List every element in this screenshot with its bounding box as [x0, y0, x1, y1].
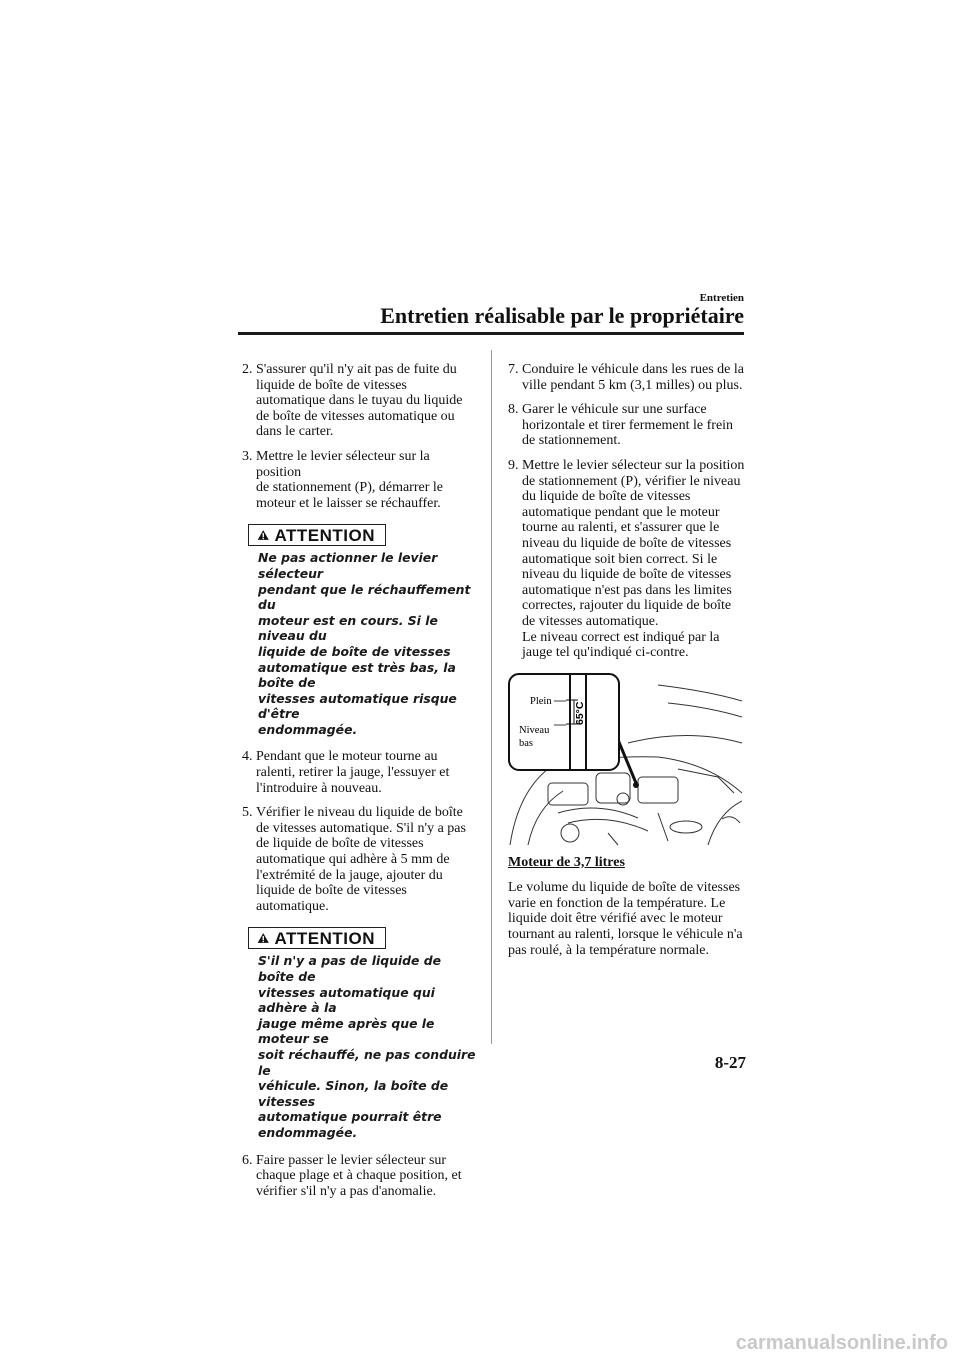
step-number: 4.	[242, 749, 253, 765]
paragraph-line: pas roulé, à la température normale.	[508, 942, 709, 958]
step-line: horizontale et tirer fermement le frein	[522, 417, 734, 433]
step-7	[508, 362, 746, 393]
step-line: Le niveau correct est indiqué par la	[522, 629, 720, 645]
attention-line: moteur est en cours. Si le niveau du	[258, 612, 438, 644]
step-number: 9.	[508, 457, 519, 473]
column-divider	[491, 350, 492, 1044]
paragraph-line: Le volume du liquide de boîte de vitesses	[508, 880, 741, 896]
step-line: de stationnement (P), démarrer le	[256, 480, 443, 496]
attention-label: ATTENTION	[274, 525, 375, 545]
step-line: Conduire le véhicule dans les rues de la	[522, 362, 744, 377]
watermark: carmanualsonline.info	[735, 1332, 948, 1354]
step-5	[242, 805, 478, 914]
step-3	[242, 449, 478, 511]
step-line: Mettre le levier sélecteur sur la position	[256, 448, 430, 480]
dipstick-figure	[508, 673, 742, 847]
paragraph-line: varie en fonction de la température. Le	[508, 895, 726, 911]
step-9	[508, 458, 746, 661]
step-number: 3.	[242, 448, 253, 464]
attention-text	[242, 953, 478, 1140]
page-title: Entretien réalisable par le propriétaire	[380, 303, 744, 328]
figure-label-low: Niveau	[519, 724, 550, 736]
attention-line: endommagée.	[258, 721, 358, 737]
attention-line: jauge même après que le moteur se	[258, 1015, 435, 1047]
page-number: 8-27	[714, 1053, 746, 1072]
figure-label-low-2: bas	[519, 737, 533, 749]
attention-line: liquide de boîte de vitesses	[258, 643, 451, 659]
step-number: 2.	[242, 362, 253, 377]
step-line: Pendant que le moteur tourne au	[256, 749, 438, 765]
warning-triangle-icon	[257, 527, 269, 543]
step-line: niveau du liquide de boîte de vitesses	[522, 535, 732, 551]
step-number: 6.	[242, 1152, 253, 1168]
figure-label-full: Plein	[530, 695, 552, 707]
attention-line: automatique est très bas, la boîte de	[258, 659, 456, 691]
attention-badge	[248, 927, 386, 949]
step-line: automatique qui adhère à 5 mm de	[256, 852, 450, 868]
step-line: de stationnement.	[522, 433, 621, 449]
figure-caption: Moteur de 3,7 litres	[508, 854, 625, 870]
step-line: de vitesses automatique. S'il n'y a pas	[256, 820, 466, 836]
step-line: de liquide de boîte de vitesses	[256, 836, 424, 852]
step-line: de boîte de vitesses automatique ou	[256, 408, 455, 424]
step-line: dans le carter.	[256, 424, 334, 440]
step-number: 5.	[242, 805, 253, 821]
header-rule	[238, 332, 744, 335]
step-line: Mettre le levier sélecteur sur la position	[522, 457, 745, 473]
attention-label: ATTENTION	[274, 928, 375, 948]
step-line: Vérifier le niveau du liquide de boîte	[256, 805, 463, 821]
step-4	[242, 749, 478, 796]
step-line: Faire passer le levier sélecteur sur	[256, 1152, 447, 1168]
step-line: l'extrémité de la jauge, ajouter du	[256, 867, 443, 883]
attention-line: automatique pourrait être	[258, 1109, 442, 1125]
attention-line: vitesses automatique risque d'être	[258, 690, 457, 722]
step-line: de vitesses automatique.	[522, 613, 659, 629]
step-line: automatique soit bien correct. Si le	[522, 551, 718, 567]
step-number: 8.	[508, 402, 519, 418]
step-line: moteur et le laisser se réchauffer.	[256, 495, 441, 511]
step-line: chaque plage et à chaque position, et	[256, 1168, 462, 1184]
step-line: automatique n'est pas dans les limites	[522, 582, 732, 598]
figure-temperature-label: 65°C	[574, 701, 586, 725]
attention-line: véhicule. Sinon, la boîte de vitesses	[258, 1078, 449, 1109]
step-line: jauge tel qu'indiqué ci-contre.	[522, 645, 689, 661]
paragraph-line: tournant au ralenti, lorsque le véhicule n'a	[508, 927, 743, 943]
attention-line: vitesses automatique qui adhère à la	[258, 984, 435, 1016]
step-line: S'assurer qu'il n'y ait pas de fuite du	[256, 362, 457, 377]
step-line: liquide de boîte de vitesses	[256, 883, 407, 899]
step-line: ralenti, retirer la jauge, l'essuyer et	[256, 765, 450, 781]
attention-text	[242, 550, 478, 737]
step-line: tourne au ralenti, et s'assurer que le	[522, 520, 720, 536]
step-line: du liquide de boîte de vitesses	[522, 489, 691, 505]
attention-line: endommagée.	[258, 1124, 358, 1140]
warning-triangle-icon	[257, 930, 269, 946]
section-label: Entretien	[699, 292, 744, 304]
step-line: ville pendant 5 km (3,1 milles) ou plus.	[522, 377, 743, 393]
left-column	[242, 362, 478, 1208]
step-line: de stationnement (P), vérifier le niveau	[522, 473, 741, 489]
attention-line: pendant que le réchauffement du	[258, 581, 471, 613]
step-line: l'introduire à nouveau.	[256, 780, 382, 796]
step-2	[242, 362, 478, 440]
paragraph	[508, 880, 746, 958]
step-6	[242, 1153, 478, 1200]
attention-line: S'il n'y a pas de liquide de boîte de	[258, 953, 442, 984]
step-line: automatique.	[256, 898, 329, 914]
attention-line: Ne pas actionner le levier sélecteur	[258, 550, 438, 581]
right-column	[508, 362, 746, 958]
engine-bay-illustration	[508, 673, 742, 847]
paragraph-line: liquide doit être vérifié avec le moteur	[508, 911, 723, 927]
step-line: correctes, rajouter du liquide de boîte	[522, 598, 732, 614]
step-8	[508, 402, 746, 449]
step-line: automatique dans le tuyau du liquide	[256, 393, 463, 409]
step-line: niveau du liquide de boîte de vitesses	[522, 567, 732, 583]
step-number: 7.	[508, 362, 519, 377]
attention-line: soit réchauffé, ne pas conduire le	[258, 1046, 476, 1078]
attention-badge	[248, 524, 386, 546]
step-line: vérifier s'il n'y a pas d'anomalie.	[256, 1183, 437, 1199]
step-line: liquide de boîte de vitesses	[256, 377, 407, 393]
step-line: automatique pendant que le moteur	[522, 504, 720, 520]
step-line: Garer le véhicule sur une surface	[522, 402, 707, 418]
